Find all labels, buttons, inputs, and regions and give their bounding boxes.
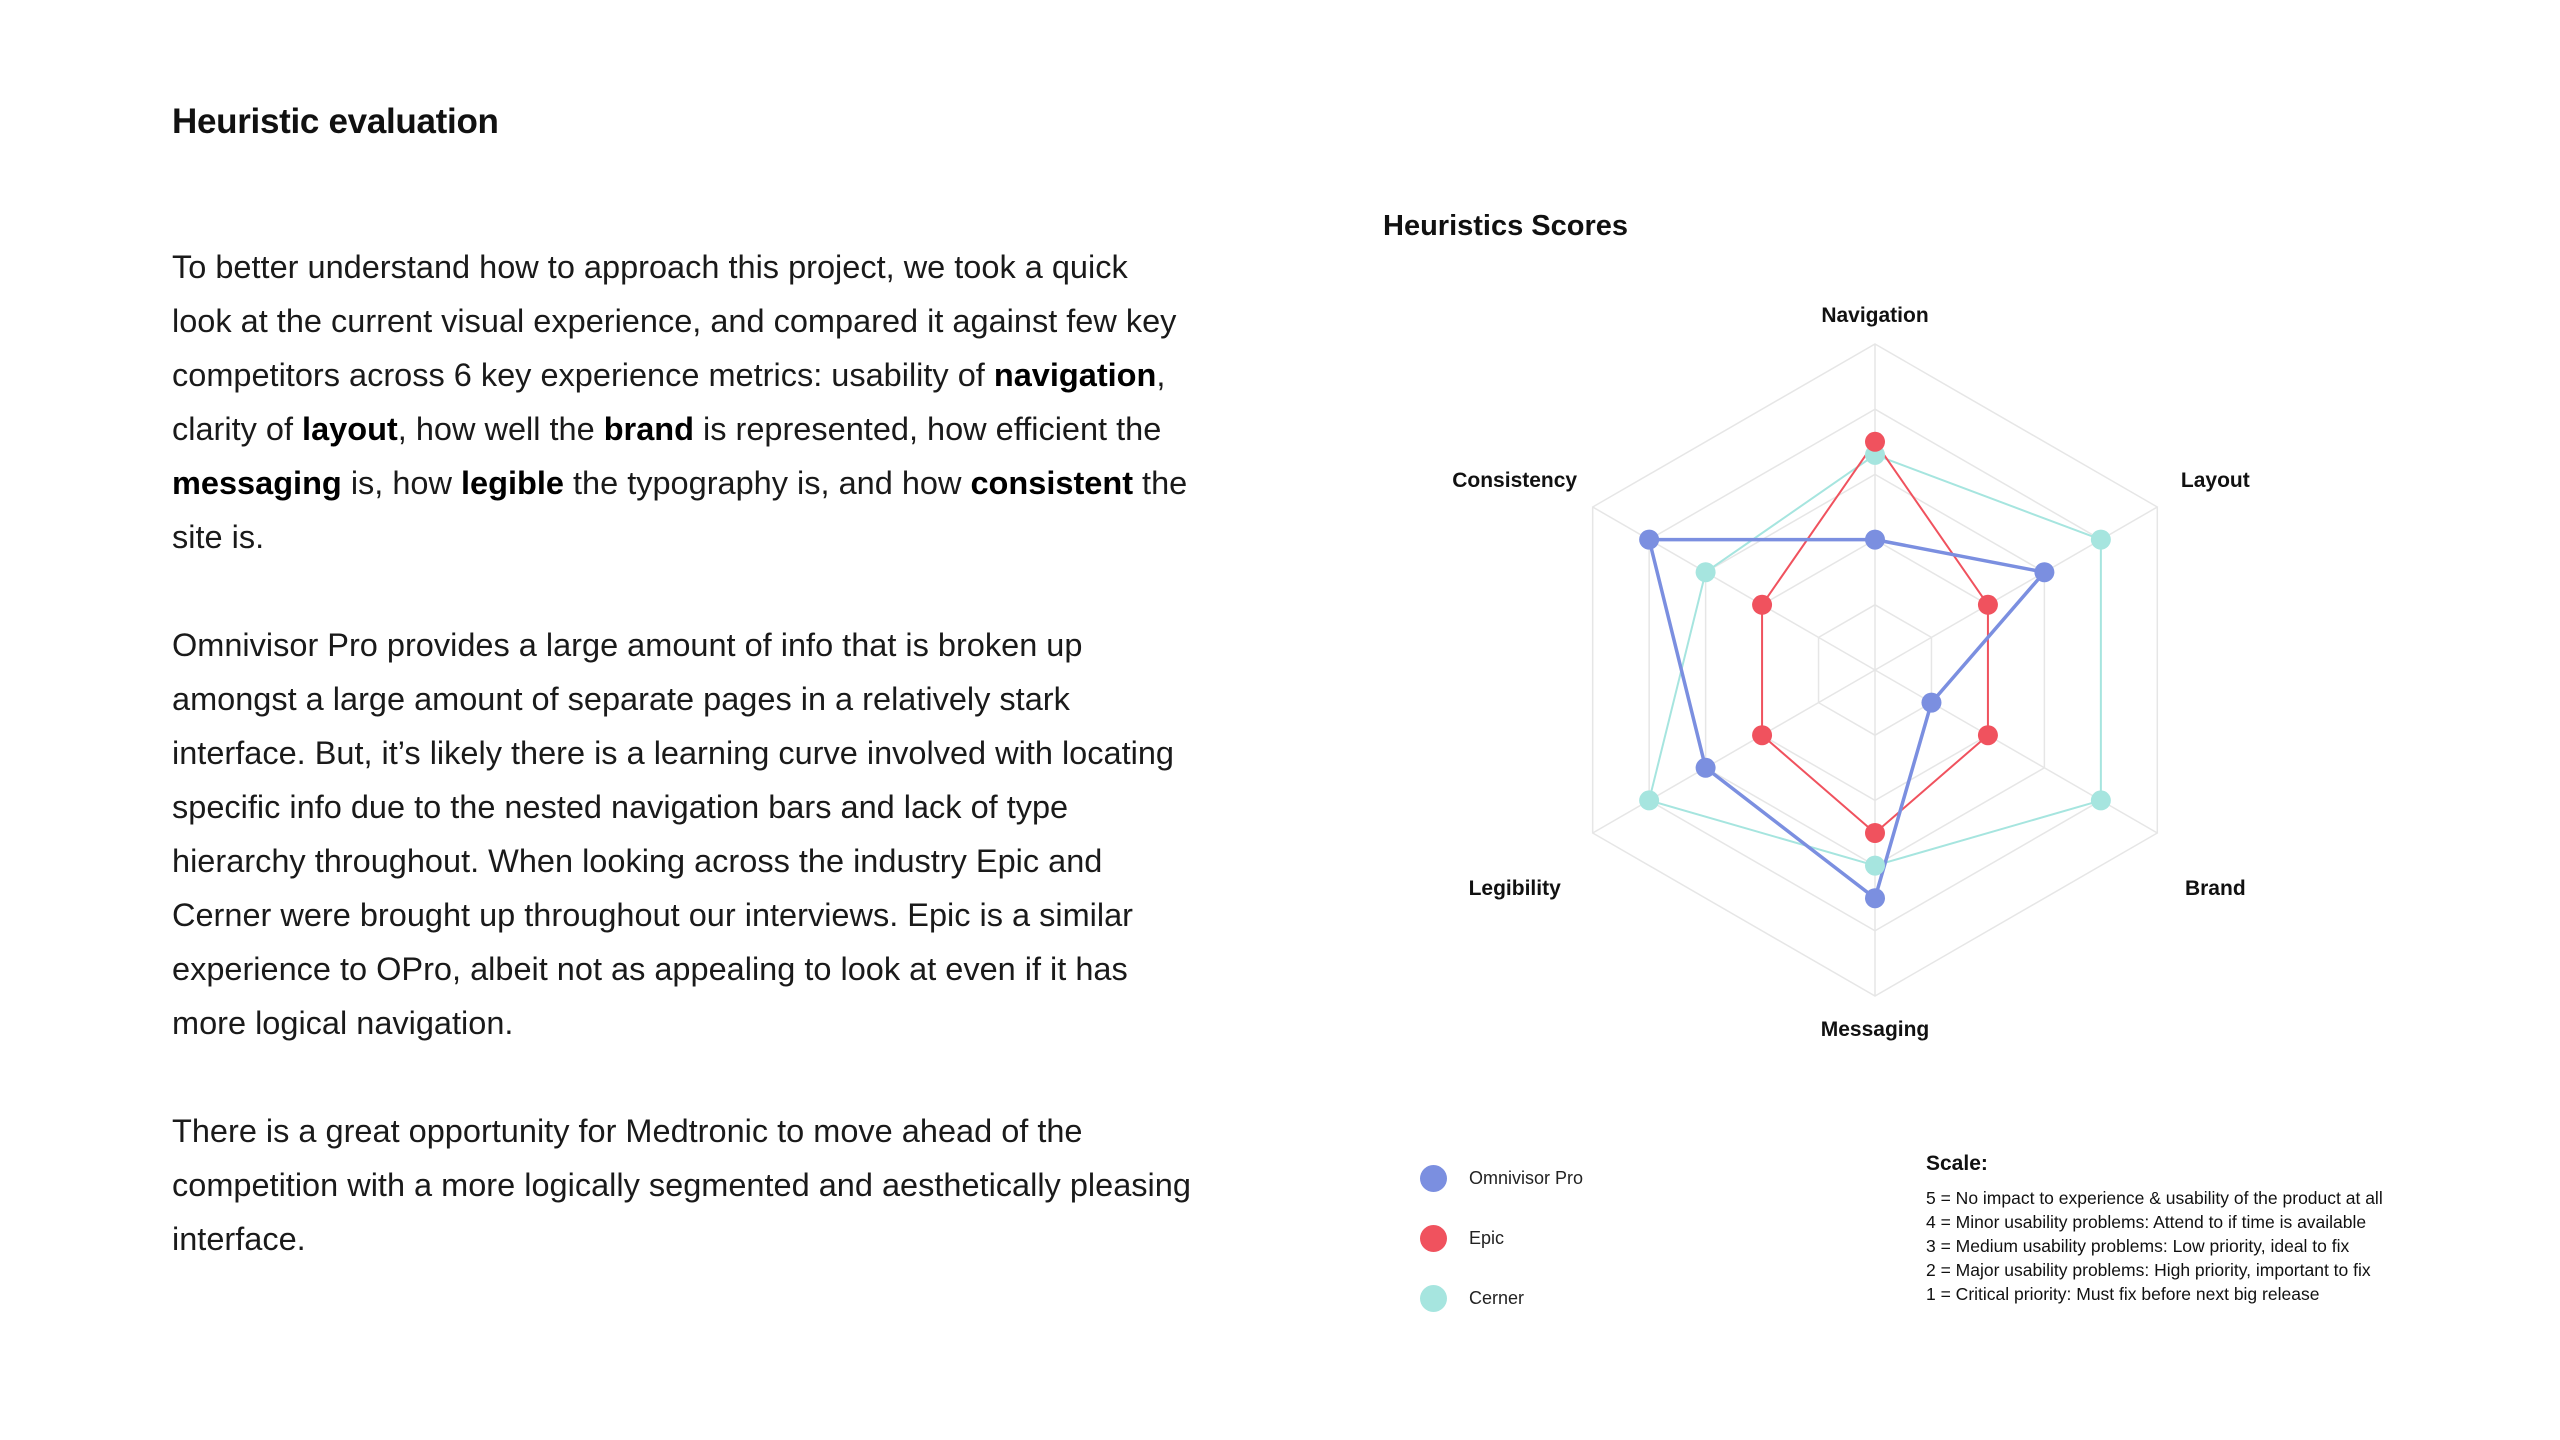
data-point-epic-legibility	[1752, 725, 1772, 745]
data-point-omnivisor-pro-legibility	[1696, 758, 1716, 778]
axis-line-legibility	[1593, 670, 1875, 833]
paragraph-intro	[172, 240, 1192, 564]
legend-item-omnivisor-pro	[1420, 1148, 1583, 1208]
keyword-bold: brand	[603, 411, 694, 447]
legend-swatch-cerner	[1420, 1285, 1447, 1312]
data-point-cerner-legibility	[1639, 790, 1659, 810]
legend-label-epic: Epic	[1469, 1227, 1505, 1248]
legend-label-omnivisor-pro: Omnivisor Pro	[1469, 1167, 1584, 1188]
radar-chart	[1300, 230, 2450, 1110]
data-point-cerner-brand	[2091, 790, 2111, 810]
axis-label-layout: Layout	[2180, 469, 2250, 492]
scale-item: 1 = Critical priority: Must fix before next big release	[1926, 1284, 2320, 1304]
scale-box	[1926, 1152, 2383, 1306]
data-point-omnivisor-pro-navigation	[1865, 530, 1885, 550]
text-segment: To better understand how to approach this project, we took a quick look at the current visual experience, and compared it against few key competitors across 6 key experience metrics: usability of	[172, 249, 1177, 393]
data-point-epic-brand	[1978, 725, 1998, 745]
radar-axis-labels	[1452, 304, 2250, 1041]
axis-label-navigation: Navigation	[1821, 304, 1929, 327]
body-text	[172, 240, 1192, 1320]
paragraph-omnivisor: Omnivisor Pro provides a large amount of info that is broken up amongst a large amount of separate pages in a relatively stark interface. But, it’s likely there is a learning curve involved with locating specific info due to the nested navigation bars and lack of type hierarchy throughout. When looking across the industry Epic and Cerner were brought up throughout our interviews. Epic is a similar experience to OPro, albeit not as appealing to look at even if it has more logical navigation.	[172, 627, 1174, 1041]
page-title: Heuristic evaluation	[172, 102, 499, 141]
paragraph-opportunity: There is a great opportunity for Medtronic to move ahead of the competition with a more logically segmented and aesthetically pleasing interface.	[172, 1113, 1191, 1257]
legend-swatch-epic	[1420, 1225, 1447, 1252]
legend-item-cerner	[1420, 1268, 1583, 1328]
data-point-cerner-consistency	[1696, 562, 1716, 582]
keyword-bold: messaging	[172, 465, 342, 501]
data-point-omnivisor-pro-consistency	[1639, 530, 1659, 550]
keyword-bold: consistent	[970, 465, 1134, 501]
data-point-cerner-messaging	[1865, 856, 1885, 876]
data-point-epic-consistency	[1752, 595, 1772, 615]
scale-item: 4 = Minor usability problems: Attend to if time is available	[1926, 1212, 2367, 1232]
axis-label-consistency: Consistency	[1452, 469, 1578, 492]
data-point-epic-navigation	[1865, 432, 1885, 452]
keyword-bold: layout	[302, 411, 398, 447]
scale-item: 2 = Major usability problems: High priority, important to fix	[1926, 1260, 2371, 1280]
axis-line-layout	[1875, 507, 2157, 670]
text-segment: is represented, how efficient the	[693, 411, 1162, 447]
scale-items	[1926, 1186, 2383, 1306]
data-point-epic-layout	[1978, 595, 1998, 615]
chart-legend	[1420, 1148, 1583, 1328]
scale-item: 3 = Medium usability problems: Low priority, ideal to fix	[1926, 1236, 2350, 1256]
legend-item-epic	[1420, 1208, 1583, 1268]
data-point-omnivisor-pro-messaging	[1865, 888, 1885, 908]
axis-label-legibility: Legibility	[1468, 877, 1561, 900]
text-segment: is, how	[341, 465, 462, 501]
axis-label-messaging: Messaging	[1820, 1018, 1930, 1041]
keyword-bold: legible	[461, 465, 564, 501]
keyword-bold: navigation	[993, 357, 1157, 393]
text-segment: , clarity of	[172, 357, 1166, 447]
legend-swatch-omnivisor-pro	[1420, 1165, 1447, 1192]
data-point-omnivisor-pro-layout	[2034, 562, 2054, 582]
scale-item: 5 = No impact to experience & usability of the product at all	[1926, 1188, 2383, 1208]
text-segment: , how well the	[397, 411, 604, 447]
text-segment: the typography is, and how	[563, 465, 971, 501]
data-point-epic-messaging	[1865, 823, 1885, 843]
axis-line-consistency	[1593, 507, 1875, 670]
legend-label-cerner: Cerner	[1469, 1287, 1525, 1308]
text-segment: the site is.	[172, 465, 1188, 555]
chart-title: Heuristics Scores	[1383, 210, 1629, 242]
scale-title: Scale:	[1926, 1152, 1988, 1175]
data-point-cerner-layout	[2091, 530, 2111, 550]
data-point-omnivisor-pro-brand	[1921, 693, 1941, 713]
axis-label-brand: Brand	[2184, 877, 2246, 900]
